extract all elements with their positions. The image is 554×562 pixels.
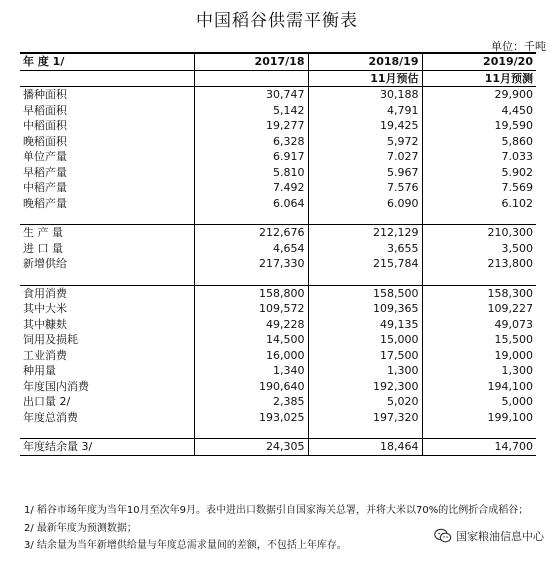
row-label: 中稻面积 (23, 119, 67, 132)
value-cell: 4,450 (422, 103, 536, 119)
balance-table (20, 52, 536, 456)
value-cell: 3,655 (308, 241, 422, 257)
value-cell: 24,305 (194, 439, 308, 456)
value-cell: 7.569 (422, 180, 536, 196)
table-row (20, 348, 536, 364)
table-row (20, 241, 536, 257)
row-label: 饲用及损耗 (23, 333, 78, 346)
value-cell: 158,300 (422, 285, 536, 301)
row-label: 其中糠麸 (23, 317, 67, 331)
row-label: 其中大米 (23, 302, 67, 315)
wechat-icon (434, 528, 452, 544)
value-cell: 19,000 (422, 348, 536, 364)
value-cell: 16,000 (194, 348, 308, 364)
value-cell: 15,000 (308, 332, 422, 348)
value-cell: 5.967 (308, 165, 422, 181)
value-cell: 215,784 (308, 256, 422, 272)
value-cell: 109,572 (194, 301, 308, 317)
value-cell: 5,142 (194, 103, 308, 119)
table-row (20, 332, 536, 348)
value-cell: 29,900 (422, 87, 536, 103)
value-cell: 6.090 (308, 196, 422, 212)
row-label: 晚稻面积 (23, 134, 67, 148)
value-cell: 5,020 (308, 394, 422, 410)
footnote: 3/ 结余量为当年新增供给量与年度总需求量间的差额，不包括上年库存。 (24, 540, 347, 551)
header-year: 2019/20 (422, 53, 536, 70)
value-cell: 2,385 (194, 394, 308, 410)
footnote: 2/ 最新年度为预测数据； (24, 522, 137, 534)
value-cell: 49,228 (194, 317, 308, 333)
table-row (20, 285, 536, 301)
spacer-row (20, 425, 536, 439)
value-cell: 49,073 (422, 317, 536, 333)
value-cell: 7.027 (308, 149, 422, 165)
value-cell: 3,500 (422, 241, 536, 257)
value-cell: 19,590 (422, 118, 536, 134)
spacer-cell (194, 211, 308, 225)
value-cell: 7.492 (194, 180, 308, 196)
value-cell: 158,800 (194, 285, 308, 301)
value-cell: 6.064 (194, 196, 308, 212)
value-cell: 4,654 (194, 241, 308, 257)
row-label: 食用消费 (20, 285, 194, 301)
spacer-row (20, 272, 536, 286)
value-cell: 212,676 (194, 225, 308, 241)
table-row (20, 394, 536, 410)
row-label: 年度总消费 (23, 410, 78, 424)
table-row (20, 149, 536, 165)
row-label: 早稻面积 (23, 103, 67, 117)
value-cell: 49,135 (308, 317, 422, 333)
value-cell: 14,700 (422, 439, 536, 456)
spacer-cell (422, 211, 536, 225)
value-cell: 193,025 (194, 410, 308, 426)
value-cell: 5,972 (308, 134, 422, 150)
table-row (20, 165, 536, 181)
value-cell: 30,747 (194, 87, 308, 103)
logo-text: 国家粮油信息中心 (456, 530, 544, 543)
table-row (20, 225, 536, 241)
spacer-cell (422, 425, 536, 439)
table-row (20, 301, 536, 317)
header-row-years (20, 53, 536, 70)
value-cell: 30,188 (308, 87, 422, 103)
value-cell: 109,227 (422, 301, 536, 317)
table-row (20, 196, 536, 212)
value-cell: 158,500 (308, 285, 422, 301)
value-cell: 7.576 (308, 180, 422, 196)
row-label: 生 产 量 (20, 225, 194, 241)
value-cell: 5.810 (194, 165, 308, 181)
value-cell: 192,300 (308, 379, 422, 395)
value-cell: 197,320 (308, 410, 422, 426)
value-cell: 6,328 (194, 134, 308, 150)
value-cell: 217,330 (194, 256, 308, 272)
spacer-cell (422, 272, 536, 286)
row-label: 早稻产量 (23, 165, 67, 179)
spacer-cell (194, 425, 308, 439)
source-logo (434, 528, 544, 544)
row-label: 新增供给 (23, 257, 67, 270)
row-label: 年度结余量 3/ (20, 439, 194, 456)
spacer-cell (308, 211, 422, 225)
value-cell: 5.902 (422, 165, 536, 181)
value-cell: 18,464 (308, 439, 422, 456)
table-row (20, 410, 536, 426)
value-cell: 210,300 (422, 225, 536, 241)
header-status (194, 70, 308, 87)
row-label: 出口量 2/ (23, 395, 71, 408)
table-row (20, 379, 536, 395)
value-cell: 17,500 (308, 348, 422, 364)
value-cell: 19,277 (194, 118, 308, 134)
row-label: 播种面积 (23, 88, 67, 101)
table-row (20, 363, 536, 379)
spacer-cell (20, 272, 194, 286)
spacer-cell (20, 211, 194, 225)
value-cell: 6.102 (422, 196, 536, 212)
spacer-cell (194, 272, 308, 286)
row-label: 中稻产量 (23, 181, 67, 194)
value-cell: 6.917 (194, 149, 308, 165)
spacer-cell (20, 425, 194, 439)
spacer-row (20, 211, 536, 225)
table-row (20, 134, 536, 150)
row-label: 单位产量 (23, 150, 67, 163)
header-status: 11月预估 (308, 70, 422, 87)
table-row (20, 439, 536, 456)
table-row (20, 256, 536, 272)
table-row (20, 118, 536, 134)
header-empty (20, 70, 194, 87)
table-row (20, 180, 536, 196)
value-cell: 5,860 (422, 134, 536, 150)
header-label: 年 度 1/ (20, 53, 194, 70)
value-cell: 213,800 (422, 256, 536, 272)
value-cell: 14,500 (194, 332, 308, 348)
value-cell: 1,300 (308, 363, 422, 379)
unit-label: 单位：千吨 (491, 40, 546, 53)
header-status: 11月预测 (422, 70, 536, 87)
value-cell: 212,129 (308, 225, 422, 241)
value-cell: 194,100 (422, 379, 536, 395)
row-label: 晚稻产量 (23, 196, 67, 210)
value-cell: 1,300 (422, 363, 536, 379)
value-cell: 15,500 (422, 332, 536, 348)
row-label: 种用量 (23, 364, 56, 377)
row-label: 年度国内消费 (23, 379, 89, 393)
spacer-cell (308, 272, 422, 286)
row-label: 工业消费 (23, 348, 67, 362)
header-row-status (20, 70, 536, 87)
value-cell: 109,365 (308, 301, 422, 317)
value-cell: 4,791 (308, 103, 422, 119)
value-cell: 7.033 (422, 149, 536, 165)
spacer-cell (308, 425, 422, 439)
value-cell: 190,640 (194, 379, 308, 395)
page-title: 中国稻谷供需平衡表 (196, 11, 358, 31)
table-row (20, 317, 536, 333)
header-year: 2017/18 (194, 53, 308, 70)
value-cell: 19,425 (308, 118, 422, 134)
header-year: 2018/19 (308, 53, 422, 70)
value-cell: 5,000 (422, 394, 536, 410)
table-row (20, 87, 536, 103)
table-row (20, 103, 536, 119)
row-label: 进 口 量 (23, 241, 63, 255)
value-cell: 199,100 (422, 410, 536, 426)
footnote: 1/ 稻谷市场年度为当年10月至次年9月。表中进出口数据引自国家海关总署，并将大米以70%的比例折合成稻谷； (24, 505, 529, 516)
value-cell: 1,340 (194, 363, 308, 379)
